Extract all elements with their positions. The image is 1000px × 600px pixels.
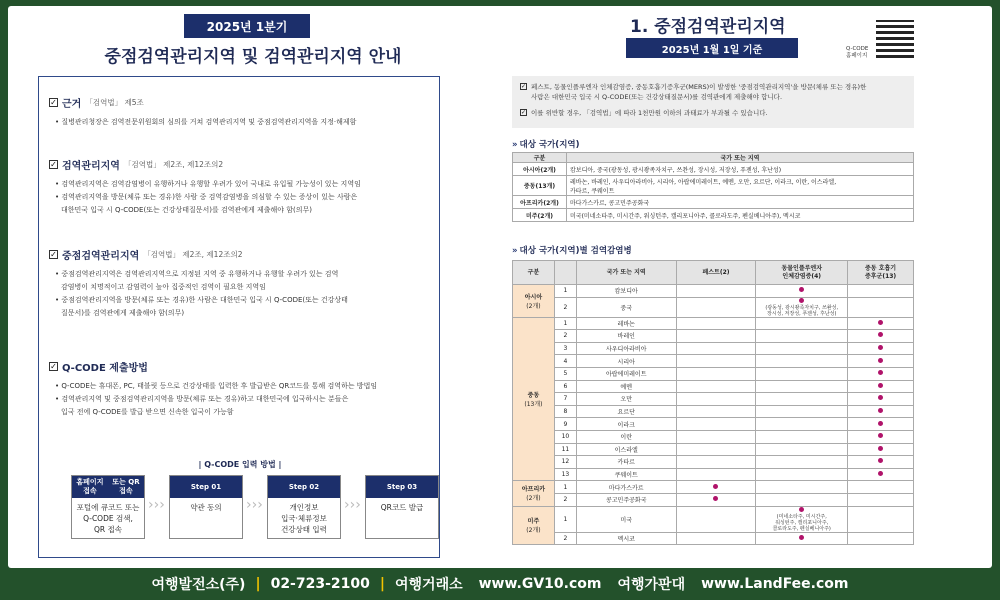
marker-dot xyxy=(878,433,883,438)
body-line: • 검역관리지역 및 중점검역관리지역을 방문(체류 또는 경유)하고 대한민국에 입국하시는 분들은 xyxy=(55,395,349,403)
marker-dot xyxy=(799,507,804,512)
row-number: 3 xyxy=(554,342,576,355)
qr-label: Q-CODE 홈페이지 xyxy=(846,46,869,59)
disease-cell xyxy=(676,493,756,506)
section-ref: 「검역법」 제2조, 제12조의2 xyxy=(143,250,243,259)
table-row xyxy=(513,393,914,406)
table-row xyxy=(513,456,914,469)
check-icon: ✓ xyxy=(50,249,57,259)
marker-dot xyxy=(878,446,883,451)
table-header: 중동 호흡기 증후군(13) xyxy=(848,261,914,285)
section-quarantine-area xyxy=(49,157,433,217)
table-row xyxy=(513,418,914,431)
right-page xyxy=(500,6,992,568)
country-cell: 오만 xyxy=(576,393,676,406)
step-header: Step 01 xyxy=(170,476,242,498)
disease-cell xyxy=(848,317,914,330)
table-header: 동물인플루엔자 인체감염증(4) xyxy=(756,261,848,285)
disease-cell xyxy=(676,456,756,469)
check-icon: ✓ xyxy=(50,159,57,169)
table-row xyxy=(513,317,914,330)
region-cell: 아시아(2개) xyxy=(513,163,567,176)
body-line: 감염병이 치명적이고 감염력이 높아 집중적인 검역이 필요한 지역임 xyxy=(61,283,266,291)
body-line: 질문서)를 검역관에게 제출해야 함(의무) xyxy=(61,309,185,317)
section-basis xyxy=(49,95,433,129)
table-row xyxy=(513,532,914,545)
row-number: 7 xyxy=(554,393,576,406)
disease-cell xyxy=(676,317,756,330)
disease-cell xyxy=(848,493,914,506)
left-page-title: 중점검역관리지역 및 검역관리지역 안내 xyxy=(104,47,402,67)
marker-dot xyxy=(878,421,883,426)
country-cell: 이스라엘 xyxy=(576,443,676,456)
check-icon: ✓ xyxy=(520,82,527,90)
disease-cell xyxy=(676,285,756,298)
disease-cell xyxy=(848,481,914,494)
check-icon: ✓ xyxy=(520,108,527,116)
table-row xyxy=(513,468,914,481)
disease-cell xyxy=(756,493,848,506)
table-row xyxy=(513,405,914,418)
country-cell: 캄보디아 xyxy=(576,285,676,298)
disease-cell xyxy=(676,532,756,545)
row-number: 11 xyxy=(554,443,576,456)
country-cell: 마다가스카르 xyxy=(576,481,676,494)
country-cell: 아랍에미레이트 xyxy=(576,367,676,380)
row-number: 1 xyxy=(554,506,576,532)
section-body xyxy=(49,380,433,419)
region-cell: 아프리카(2개) xyxy=(513,196,567,209)
table-row xyxy=(513,342,914,355)
diseases-table xyxy=(512,260,914,545)
table-row xyxy=(513,330,914,343)
disease-cell xyxy=(848,342,914,355)
body-line: 대한민국 입국 시 Q-CODE(또는 건강상태질문서)를 검역관에게 제출해야 함(의무) xyxy=(61,206,313,214)
country-cell: 카타르 xyxy=(576,456,676,469)
disease-cell xyxy=(848,367,914,380)
quarter-badge: 2025년 1분기 xyxy=(184,14,310,38)
step-body: QR코드 발급 xyxy=(380,503,424,512)
disease-cell xyxy=(848,418,914,431)
row-number: 2 xyxy=(554,532,576,545)
country-cell: 멕시코 xyxy=(576,532,676,545)
country-cell: 바레인 xyxy=(576,330,676,343)
disease-cell xyxy=(756,532,848,545)
section-heading-text: 근거 xyxy=(62,99,82,110)
countries-cell: 레바논, 바레인, 사우디아라비아, 시리아, 아랍에미레이트, 예멘, 오만, 요르단, 이라크, 이란, 이스라엘, 카타르, 쿠웨이트 xyxy=(567,176,914,196)
country-cell: 레바논 xyxy=(576,317,676,330)
check-icon: ✓ xyxy=(50,361,57,371)
region-cell: 중동(13개) xyxy=(513,176,567,196)
disease-cell xyxy=(676,468,756,481)
marker-dot xyxy=(799,535,804,540)
disease-cell xyxy=(676,367,756,380)
disease-cell xyxy=(848,443,914,456)
qcode-step xyxy=(267,475,341,539)
disease-cell xyxy=(676,342,756,355)
body-line: 입국 전에 Q-CODE를 발급 받으면 신속한 입국이 가능함 xyxy=(61,408,234,416)
row-number: 1 xyxy=(554,285,576,298)
section-priority-area xyxy=(49,247,433,320)
qcode-step xyxy=(365,475,439,539)
footer-phone[interactable]: 02-723-2100 xyxy=(270,576,370,592)
table-row xyxy=(513,297,914,317)
country-cell: 사우디아라비아 xyxy=(576,342,676,355)
marker-dot xyxy=(878,395,883,400)
check-icon: ✓ xyxy=(50,97,57,107)
disease-cell xyxy=(756,506,848,532)
row-number: 2 xyxy=(554,493,576,506)
section-ref: 「검역법」 제5조 xyxy=(85,98,144,107)
country-cell: 요르단 xyxy=(576,405,676,418)
step-body: 약관 동의 xyxy=(190,503,222,512)
body-line: • 중점검역관리지역을 방문(체류 또는 경유)한 사람은 대한민국 입국 시 Q-CODE(또는 건강상태 xyxy=(55,296,348,304)
table-row xyxy=(513,481,914,494)
footer-url2[interactable]: www.LandFee.com xyxy=(701,576,849,592)
disease-cell xyxy=(756,380,848,393)
disease-cell xyxy=(676,297,756,317)
table-header xyxy=(554,261,576,285)
disease-cell xyxy=(756,393,848,406)
section-heading xyxy=(49,247,433,262)
document-frame xyxy=(8,6,992,568)
disease-cell xyxy=(756,297,848,317)
section-heading-text: 검역관리지역 xyxy=(62,161,120,172)
region-cell: 미주(2개) xyxy=(513,209,567,222)
section-heading xyxy=(49,95,433,110)
double-arrow-icon: » xyxy=(512,246,518,256)
disease-cell xyxy=(756,285,848,298)
country-cell: 콩고민주공화국 xyxy=(576,493,676,506)
table-row xyxy=(513,176,914,196)
disease-cell xyxy=(848,430,914,443)
row-number: 9 xyxy=(554,418,576,431)
row-number: 13 xyxy=(554,468,576,481)
countries-cell: 캄보디아, 중국(광동성, 광시좡족자치구, 쓰촨성, 장시성, 저장성, 푸젠성, 후난성) xyxy=(567,163,914,176)
row-number: 6 xyxy=(554,380,576,393)
marker-note: (광동성, 광시좡족자치구, 쓰촨성, 장시성, 저장성, 푸젠성, 후난성) xyxy=(765,304,839,317)
table-row xyxy=(513,443,914,456)
row-number: 2 xyxy=(554,297,576,317)
marker-dot xyxy=(878,471,883,476)
footer-company: 여행발전소(주) xyxy=(151,577,246,593)
step-arrow-icon: ››› xyxy=(148,497,165,513)
table-row xyxy=(513,355,914,368)
marker-dot xyxy=(799,287,804,292)
section-diseases-by-country: » 대상 국가(지역)별 검역감염병 xyxy=(512,246,632,256)
date-badge: 2025년 1월 1일 기준 xyxy=(626,38,798,58)
countries-cell: 마다가스카르, 콩고민주공화국 xyxy=(567,196,914,209)
target-countries-table xyxy=(512,152,914,222)
table-row xyxy=(513,430,914,443)
marker-dot xyxy=(878,408,883,413)
footer-brand1: 여행거래소 xyxy=(395,577,463,593)
marker-dot xyxy=(878,358,883,363)
table-row xyxy=(513,367,914,380)
disease-cell xyxy=(848,532,914,545)
disease-cell xyxy=(848,285,914,298)
section-target-countries: » 대상 국가(지역) xyxy=(512,140,580,150)
disease-cell xyxy=(848,380,914,393)
country-cell: 쿠웨이트 xyxy=(576,468,676,481)
table-row xyxy=(513,493,914,506)
disease-cell xyxy=(848,393,914,406)
qcode-steps-title: | Q-CODE 입력 방법 | xyxy=(198,460,282,469)
country-cell: 이라크 xyxy=(576,418,676,431)
country-cell: 시리아 xyxy=(576,355,676,368)
section-heading-text: Q-CODE 제출방법 xyxy=(62,363,148,374)
info-box xyxy=(38,76,440,558)
step-arrow-icon: ››› xyxy=(246,497,263,513)
region-cell: 중동 (13개) xyxy=(513,317,555,481)
row-number: 2 xyxy=(554,330,576,343)
disease-cell xyxy=(676,506,756,532)
country-cell: 예멘 xyxy=(576,380,676,393)
body-line: • Q-CODE는 휴대폰, PC, 태블릿 등으로 건강상태를 입력한 후 발급받은 QR코드를 통해 검역하는 방법임 xyxy=(55,382,378,390)
qcode-step xyxy=(169,475,243,539)
disease-cell xyxy=(676,418,756,431)
footer-url1[interactable]: www.GV10.com xyxy=(478,576,602,592)
row-number: 4 xyxy=(554,355,576,368)
marker-dot xyxy=(878,458,883,463)
marker-dot xyxy=(713,496,718,501)
section-qcode-method xyxy=(49,359,433,419)
step-body: 개인정보 입국·체류정보 건강상태 입력 xyxy=(281,503,327,534)
country-cell: 미국 xyxy=(576,506,676,532)
marker-dot xyxy=(878,320,883,325)
left-page xyxy=(8,6,498,568)
disease-cell xyxy=(756,405,848,418)
disease-cell xyxy=(756,317,848,330)
countries-cell: 미국(미네소타주, 미시간주, 워싱턴주, 캘리포니아주, 콜로라도주, 펜실베니아주), 멕시코 xyxy=(567,209,914,222)
table-row xyxy=(513,163,914,176)
country-cell: 중국 xyxy=(576,297,676,317)
disease-cell xyxy=(848,456,914,469)
section-heading-text: 중점검역관리지역 xyxy=(62,251,140,262)
marker-dot xyxy=(878,332,883,337)
section-heading xyxy=(49,157,433,172)
right-page-title: 1. 중점검역관리지역 xyxy=(630,17,786,37)
region-cell: 아프리카 (2개) xyxy=(513,481,555,506)
disease-cell xyxy=(848,297,914,317)
disease-cell xyxy=(756,342,848,355)
section-heading xyxy=(49,359,433,374)
disease-cell xyxy=(676,393,756,406)
table-header: 페스트(2) xyxy=(676,261,756,285)
qr-code-icon[interactable] xyxy=(876,20,914,58)
disease-cell xyxy=(676,443,756,456)
disease-cell xyxy=(848,468,914,481)
disease-cell xyxy=(756,456,848,469)
row-number: 5 xyxy=(554,367,576,380)
disease-cell xyxy=(676,380,756,393)
qcode-step xyxy=(71,475,145,539)
table-header: 구분 xyxy=(513,153,567,163)
disease-cell xyxy=(756,430,848,443)
disease-cell xyxy=(756,355,848,368)
step-header: 홈페이지 접속 또는 QR 접속 xyxy=(72,476,144,498)
footer-bar: 여행발전소(주) | 02-723-2100 | 여행거래소 www.GV10.com 여행가판대 www.LandFee.com xyxy=(151,576,849,593)
marker-dot xyxy=(878,370,883,375)
footer-brand2: 여행가판대 xyxy=(617,577,686,593)
disease-cell xyxy=(756,418,848,431)
disease-cell xyxy=(848,330,914,343)
marker-dot xyxy=(878,345,883,350)
step-header: Step 03 xyxy=(366,476,438,498)
row-number: 1 xyxy=(554,317,576,330)
table-header: 국가 또는 지역 xyxy=(576,261,676,285)
disease-cell xyxy=(676,430,756,443)
table-row xyxy=(513,506,914,532)
marker-dot xyxy=(799,298,804,303)
disease-cell xyxy=(676,481,756,494)
disease-cell xyxy=(676,405,756,418)
region-cell: 아시아 (2개) xyxy=(513,285,555,318)
row-number: 8 xyxy=(554,405,576,418)
disease-cell xyxy=(676,330,756,343)
table-row xyxy=(513,285,914,298)
marker-dot xyxy=(713,484,718,489)
row-number: 12 xyxy=(554,456,576,469)
section-body xyxy=(49,178,433,217)
body-line: • 중점검역관리지역은 검역관리지역으로 지정된 지역 중 유행하거나 유행할 우려가 있는 검역 xyxy=(55,270,339,278)
body-line: • 검역관리지역은 검역감염병이 유행하거나 유행할 우려가 있어 국내로 유입될 가능성이 있는 지역임 xyxy=(55,180,361,188)
step-header: Step 02 xyxy=(268,476,340,498)
disease-cell xyxy=(676,355,756,368)
disease-cell xyxy=(848,405,914,418)
notice-box: ✓ 페스트, 동물인플루엔자 인체감염증, 중동호흡기증후군(MERS)이 발생한 '중점검역관리지역'을 방문(체류 또는 경유)한 사람은 대한민국 입국 시 Q-CODE(또는 건강상태질문서)를 검역관에게 제출해야 합니다. ✓ 이를 위반할 경우, 「검역법」에 따라 1천만원 이하의 과태료가 부과될 수 있습니다. xyxy=(512,76,914,128)
disease-cell xyxy=(848,355,914,368)
row-number: 10 xyxy=(554,430,576,443)
section-body xyxy=(49,116,433,129)
table-row xyxy=(513,196,914,209)
section-ref: 「검역법」 제2조, 제12조의2 xyxy=(123,160,224,169)
country-cell: 이란 xyxy=(576,430,676,443)
body-line: • 질병관리청장은 검역전문위원회의 심의를 거쳐 검역관리지역 및 중점검역관리지역을 지정·해제함 xyxy=(55,118,357,126)
table-row xyxy=(513,380,914,393)
disease-cell xyxy=(756,468,848,481)
disease-cell xyxy=(756,481,848,494)
row-number: 1 xyxy=(554,481,576,494)
region-cell: 미주 (2개) xyxy=(513,506,555,545)
disease-cell xyxy=(756,330,848,343)
marker-note: (미네소타주, 미시간주, 워싱턴주, 캘리포니아주, 콜로라도주, 펜실베니아주) xyxy=(772,513,831,532)
disease-cell xyxy=(756,443,848,456)
disease-cell xyxy=(756,367,848,380)
step-body: 포털에 큐코드 또는 Q-CODE 검색, QR 접속 xyxy=(76,503,140,534)
section-body xyxy=(49,268,433,320)
table-header: 구분 xyxy=(513,261,555,285)
table-row xyxy=(513,209,914,222)
disease-cell xyxy=(848,506,914,532)
marker-dot xyxy=(878,383,883,388)
table-header: 국가 또는 지역 xyxy=(567,153,914,163)
double-arrow-icon: » xyxy=(512,140,518,150)
body-line: • 검역관리지역을 방문(체류 또는 경유)한 사람 중 검역감염병을 의심할 수 있는 증상이 있는 사람은 xyxy=(55,193,358,201)
step-arrow-icon: ››› xyxy=(344,497,361,513)
